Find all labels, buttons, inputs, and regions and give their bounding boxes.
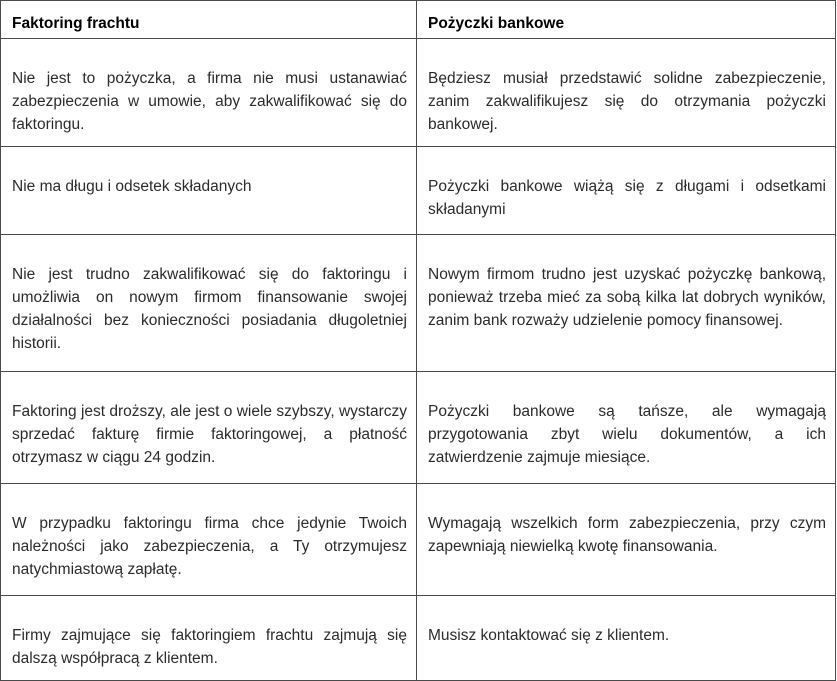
table-row [1,372,836,484]
bank-loan-cell: Pożyczki bankowe wiążą się z długami i odsetkami składanymi [417,147,836,235]
table-row [1,596,836,681]
bank-loan-cell: Wymagają wszelkich form zabezpieczenia, przy czym zapewniają niewielką kwotę finansowania. [417,484,836,596]
bank-loan-cell: Będziesz musiał przedstawić solidne zabezpieczenie, zanim zakwalifikujesz się do otrzymania pożyczki bankowej. [417,39,836,147]
bank-loan-cell: Nowym firmom trudno jest uzyskać pożyczkę bankową, ponieważ trzeba mieć za sobą kilka lat dobrych wyników, zanim bank rozważy udzielenie pomocy finansowej. [417,235,836,372]
factoring-cell: Faktoring jest droższy, ale jest o wiele szybszy, wystarczy sprzedać fakturę firmie faktoringowej, a płatność otrzymasz w ciągu 24 godzin. [1,372,417,484]
table-row [1,147,836,235]
header-freight-factoring: Faktoring frachtu [1,1,417,39]
table-header-row [1,1,836,39]
bank-loan-cell: Pożyczki bankowe są tańsze, ale wymagają przygotowania zbyt wielu dokumentów, a ich zatwierdzenie zajmuje miesiące. [417,372,836,484]
table-row [1,39,836,147]
factoring-cell: Nie jest to pożyczka, a firma nie musi ustanawiać zabezpieczenia w umowie, aby zakwalifikować się do faktoringu. [1,39,417,147]
factoring-cell: Firmy zajmujące się faktoringiem frachtu zajmują się dalszą współpracą z klientem. [1,596,417,681]
bank-loan-cell: Musisz kontaktować się z klientem. [417,596,836,681]
factoring-cell: Nie ma długu i odsetek składanych [1,147,417,235]
table-row [1,484,836,596]
header-bank-loans: Pożyczki bankowe [417,1,836,39]
table-row [1,235,836,372]
factoring-cell: W przypadku faktoringu firma chce jedynie Twoich należności jako zabezpieczenia, a Ty otrzymujesz natychmiastową zapłatę. [1,484,417,596]
factoring-cell: Nie jest trudno zakwalifikować się do faktoringu i umożliwia on nowym firmom finansowanie swojej działalności bez konieczności posiadania długoletniej historii. [1,235,417,372]
